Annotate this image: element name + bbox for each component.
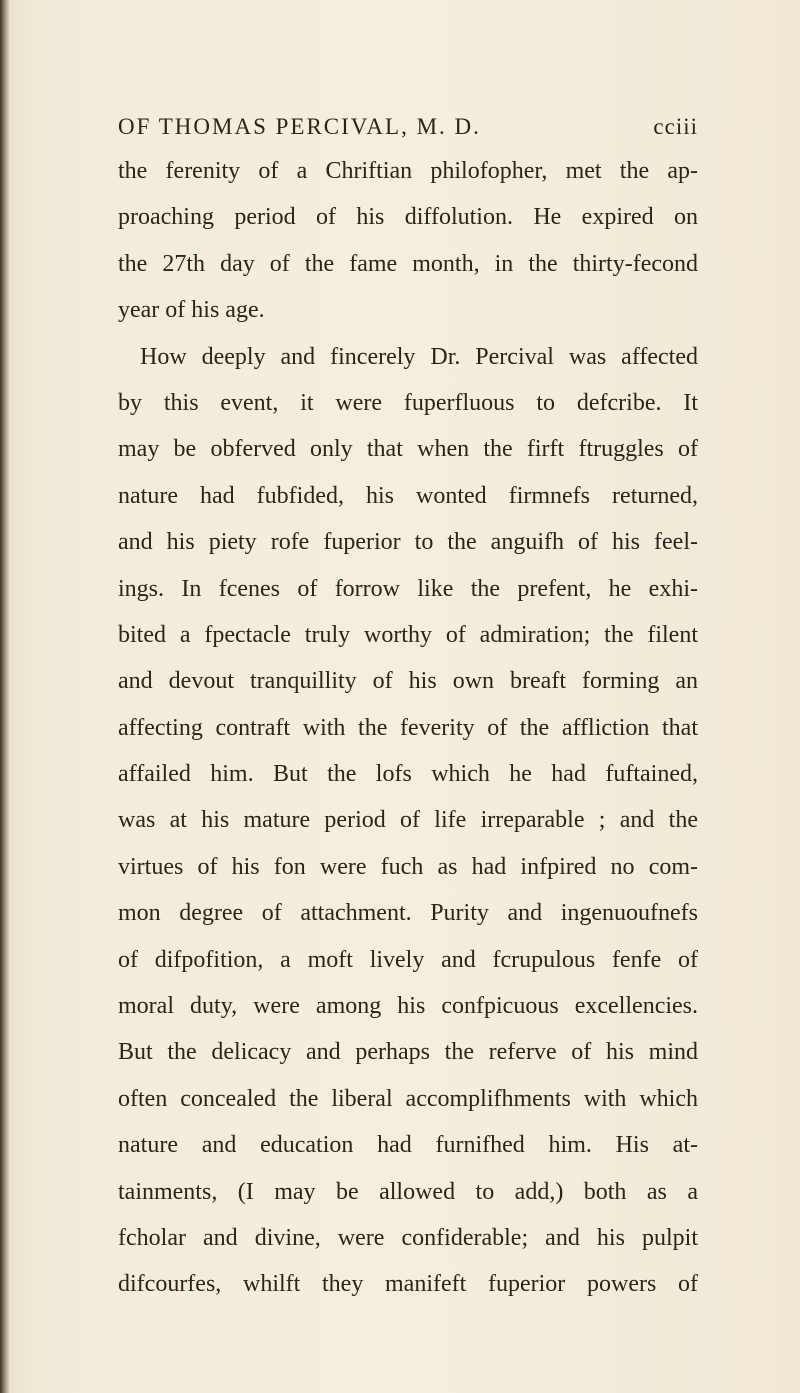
text-line: proaching period of his diffolution. He expired on — [118, 204, 698, 231]
text-line: affailed him. But the lofs which he had fuftained, — [118, 761, 698, 788]
text-line: nature had fubfided, his wonted firmnefs returned, — [118, 482, 698, 509]
text-line: may be obferved only that when the firft ftruggles of — [118, 436, 698, 463]
text-line: by this event, it were fuperfluous to defcribe. It — [118, 389, 698, 416]
text-line: year of his age. — [118, 297, 265, 324]
page-gutter — [0, 0, 10, 1393]
body-text — [118, 148, 698, 1308]
text-line: the ferenity of a Chriftian philofopher, met the ap- — [118, 158, 698, 184]
text-line: But the delicacy and perhaps the referve of his mind — [118, 1039, 698, 1066]
running-head-title: OF THOMAS PERCIVAL, M. D. — [118, 114, 481, 139]
text-line: bited a fpectacle truly worthy of admiration; the filent — [118, 621, 698, 648]
text-line: affecting contraft with the feverity of the affliction that — [118, 714, 698, 741]
text-line: tainments, (I may be allowed to add,) both as a — [118, 1178, 698, 1205]
text-line: was at his mature period of life irreparable ; and the — [118, 807, 698, 834]
text-line: nature and education had furnifhed him. His at- — [118, 1132, 698, 1159]
running-head — [118, 114, 698, 144]
text-line: difcourfes, whilft they manifeft fuperior powers of — [118, 1271, 698, 1298]
text-line: and devout tranquillity of his own breaft forming an — [118, 668, 698, 695]
text-line: often concealed the liberal accomplifhments with which — [118, 1085, 698, 1112]
page-number: cciii — [653, 114, 698, 139]
text-line: the 27th day of the fame month, in the thirty-fecond — [118, 250, 698, 277]
text-line: fcholar and divine, were confiderable; and his pulpit — [118, 1224, 698, 1251]
text-line: virtues of his fon were fuch as had infpired no com- — [118, 853, 698, 880]
text-line: moral duty, were among his confpicuous excellencies. — [118, 993, 698, 1020]
text-line: of difpofition, a moft lively and fcrupulous fenfe of — [118, 946, 698, 973]
text-line: mon degree of attachment. Purity and ingenuoufnefs — [118, 900, 698, 927]
text-line: ings. In fcenes of forrow like the prefent, he exhi- — [118, 575, 698, 602]
text-line: and his piety rofe fuperior to the anguifh of his feel- — [118, 529, 698, 556]
paragraph-start-line: How deeply and fincerely Dr. Percival was affected — [140, 343, 698, 370]
